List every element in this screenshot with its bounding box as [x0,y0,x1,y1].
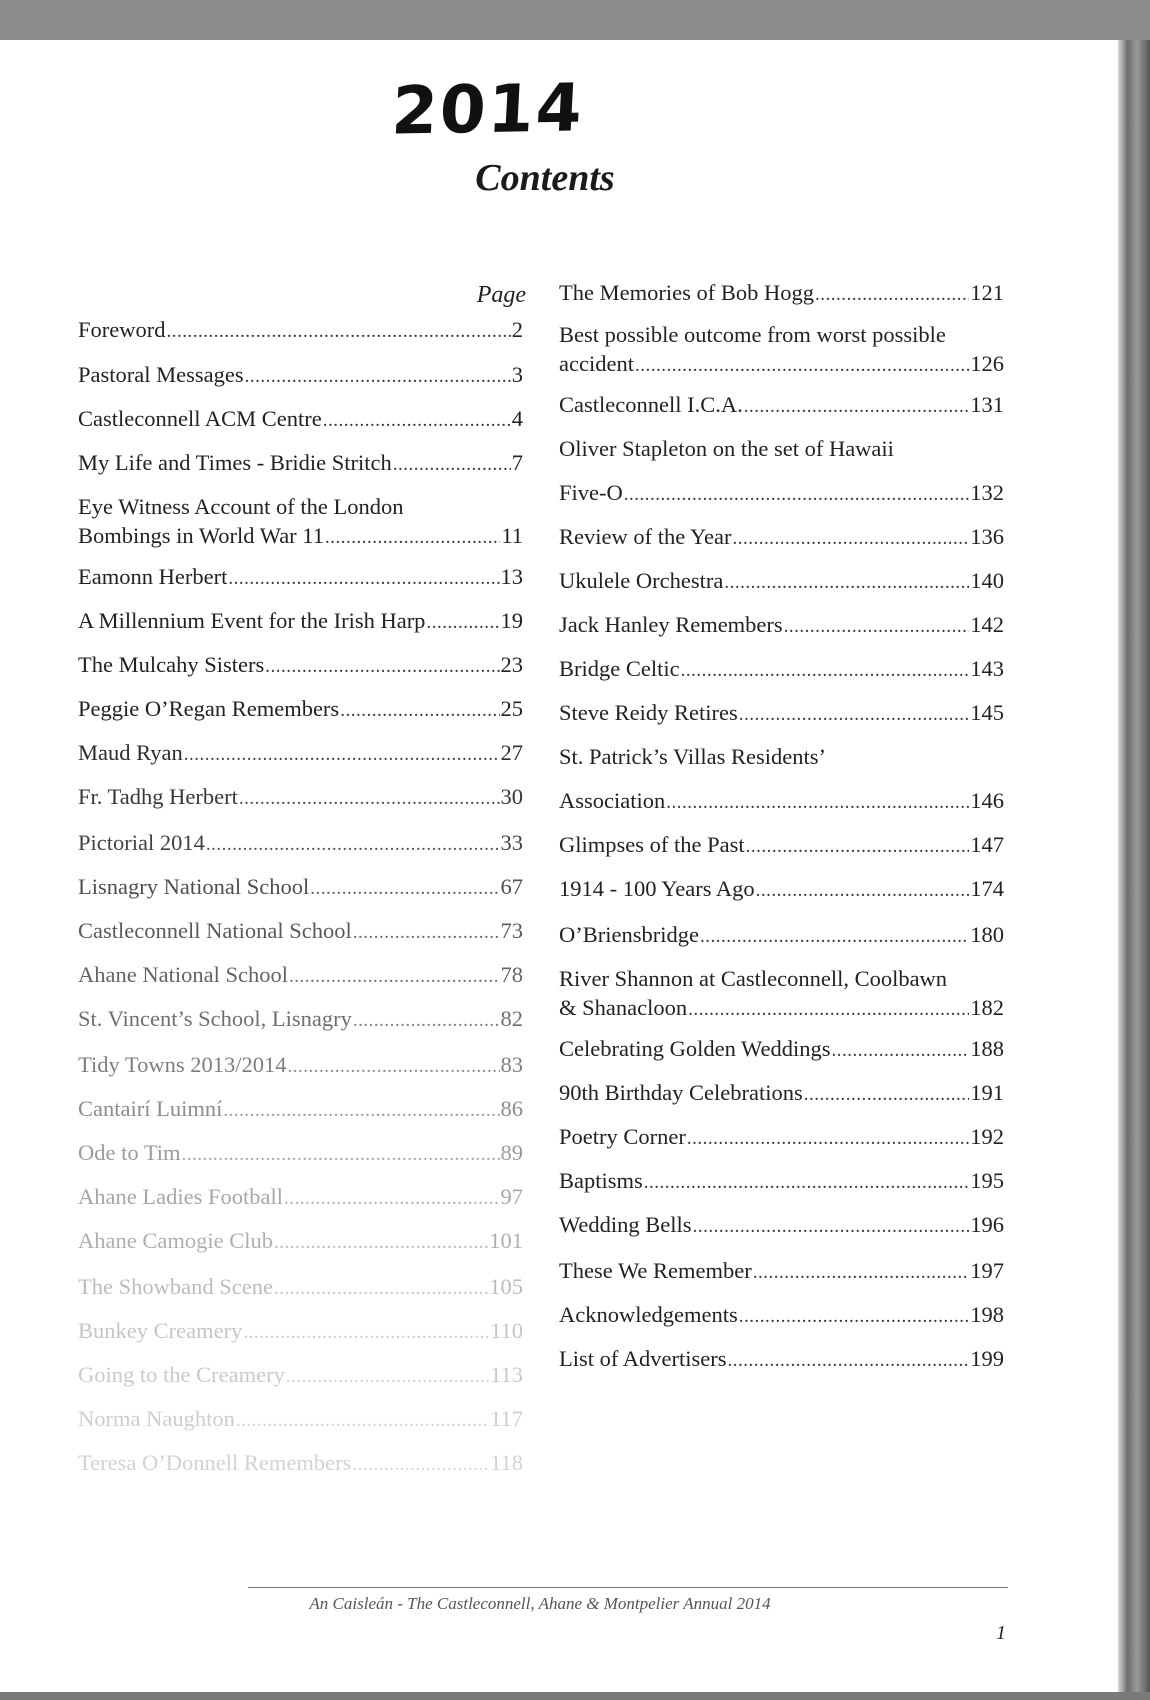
toc-entry [78,738,523,769]
leader-dots [393,450,511,479]
leader-dots [700,922,969,951]
leader-dots [245,362,511,391]
leader-dots [289,962,500,991]
toc-entry-page: 132 [970,480,1004,505]
toc-entry-title: 1914 - 100 Years Ago [559,876,755,901]
leader-dots [739,700,970,729]
leader-dots [744,392,970,421]
leader-dots [724,568,969,597]
toc-entry-title: Bridge Celtic [559,656,680,681]
leader-dots [340,696,499,725]
toc-entry-title: Going to the Creamery [78,1362,285,1387]
toc-entry [559,390,1004,421]
toc-entry-title: Castleconnell ACM Centre [78,406,322,431]
toc-entry-title: 90th Birthday Celebrations [559,1080,803,1105]
toc-entry-title: Wedding Bells [559,1212,692,1237]
leader-dots [753,1258,970,1287]
toc-entry [559,698,1004,729]
leader-dots [756,876,970,905]
toc-entry-page: 83 [500,1052,523,1077]
toc-entry-page: 182 [970,995,1004,1020]
leader-dots [223,1096,499,1125]
toc-entry [78,1448,523,1479]
leader-dots [239,784,500,813]
toc-entry [78,562,523,593]
toc-entry-title: Celebrating Golden Weddings [559,1036,831,1061]
footer-rule [248,1587,1008,1588]
leader-dots [746,832,970,861]
leader-dots [206,830,500,859]
toc-entry [78,1226,523,1257]
leader-dots [325,523,500,552]
toc-entry-page: 121 [970,280,1004,305]
toc-entry-page: 97 [500,1184,523,1209]
toc-entry-page: 67 [500,874,523,899]
toc-entry [559,1078,1004,1109]
toc-entry-title: Ode to Tim [78,1140,181,1165]
toc-entry-page: 25 [500,696,523,721]
toc-entry-page: 188 [970,1036,1004,1061]
toc-entry-title: Baptisms [559,1168,643,1193]
leader-dots [687,1124,969,1153]
toc-entry-page: 27 [500,740,523,765]
toc-entry-title: The Memories of Bob Hogg [559,280,814,305]
toc-entry-title: Lisnagry National School [78,874,310,899]
toc-entry-page: 4 [511,406,523,431]
toc-entry-page: 19 [500,608,523,633]
toc-entry-page: 13 [500,564,523,589]
toc-entry-title-line: Oliver Stapleton on the set of Hawaii [559,436,894,461]
toc-entry-title: Acknowledgements [559,1302,738,1327]
toc-entry [78,492,523,552]
toc-entry-title: My Life and Times - Bridie Stritch [78,450,392,475]
toc-entry-page: 147 [970,832,1004,857]
toc-entry-page: 82 [500,1006,523,1031]
toc-entry-title: Castleconnell National School [78,918,352,943]
leader-dots [274,1228,488,1257]
toc-entry [559,742,1004,771]
toc-entry [78,1004,523,1035]
toc-entry-title: Teresa O’Donnell Remembers [78,1450,352,1475]
toc-entry-page: 118 [490,1450,523,1475]
toc-entry [559,1166,1004,1197]
toc-entry-title: Association [559,788,666,813]
toc-entry-title: Foreword [78,317,166,342]
toc-entry [559,1210,1004,1241]
toc-entry [78,960,523,991]
toc-entry-title: The Mulcahy Sisters [78,652,265,677]
toc-entry [559,478,1004,509]
leader-dots [353,1006,500,1035]
running-footer: An Caisleán - The Castleconnell, Ahane & Montpelier Annual 2014 [309,1594,771,1613]
toc-entry [78,315,523,346]
toc-entry-page: 3 [511,362,523,387]
toc-entry [78,404,523,435]
page-edge-shadow [1118,40,1150,1692]
toc-entry [559,278,1004,309]
toc-entry [559,1344,1004,1375]
leader-dots [310,874,499,903]
toc-entry [78,782,523,813]
leader-dots [732,524,969,553]
toc-entry-page: 174 [970,876,1004,901]
page-column-label: Page [476,282,526,308]
toc-entry-title: Peggie O’Regan Remembers [78,696,340,721]
toc-entry-title: Ahane Camogie Club [78,1228,273,1253]
toc-entry-title: Fr. Tadhg Herbert [78,784,238,809]
toc-entry-title: Cantairí Luimní [78,1096,223,1121]
toc-entry-title: accident [559,351,634,376]
toc-entry [559,830,1004,861]
leader-dots [323,406,511,435]
handwritten-year: 2014 [389,69,586,150]
toc-entry-page: 197 [970,1258,1004,1283]
toc-entry-page: 143 [970,656,1004,681]
toc-entry-page: 2 [511,317,523,342]
toc-entry-title: Tidy Towns 2013/2014 [78,1052,287,1077]
toc-entry-title: Bunkey Creamery [78,1318,243,1343]
toc-entry-page: 30 [500,784,523,809]
toc-entry [559,320,1004,380]
toc-entry-title: Pictorial 2014 [78,830,205,855]
toc-entry-title: Poetry Corner [559,1124,686,1149]
toc-entry-title: Castleconnell I.C.A. [559,392,743,417]
toc-entry-title: Jack Hanley Remembers [559,612,783,637]
toc-entry-page: 199 [970,1346,1004,1371]
leader-dots [284,1184,500,1213]
toc-entry-title: O’Briensbridge [559,922,699,947]
leader-dots [352,1450,489,1479]
toc-entry [559,1256,1004,1287]
toc-entry [78,828,523,859]
toc-entry-title: A Millennium Event for the Irish Harp [78,608,426,633]
toc-entry-page: 117 [490,1406,523,1431]
toc-entry [78,1050,523,1081]
toc-entry [559,1300,1004,1331]
toc-entry-page: 101 [489,1228,523,1253]
leader-dots [644,1168,969,1197]
leader-dots [635,351,969,380]
toc-entry [559,964,1004,1024]
toc-entry-title: Ukulele Orchestra [559,568,724,593]
leader-dots [228,564,499,593]
toc-entry-title: Ahane Ladies Football [78,1184,283,1209]
toc-entry [559,786,1004,817]
toc-entry-title-line: Best possible outcome from worst possible [559,322,946,347]
leader-dots [287,1052,499,1081]
toc-entry-title: The Showband Scene [78,1274,273,1299]
leader-dots [182,1140,500,1169]
toc-entry [78,1138,523,1169]
leader-dots [274,1274,488,1303]
leader-dots [286,1362,489,1391]
page-number: 1 [996,1622,1006,1644]
leader-dots [688,995,969,1024]
toc-entry [559,610,1004,641]
toc-entry-title-line: Eye Witness Account of the London [78,494,404,519]
toc-entry [78,360,523,391]
scan-border [0,1692,1150,1700]
toc-entry-page: 11 [501,523,523,548]
toc-entry-page: 110 [490,1318,523,1343]
page-title: Contents [475,157,615,199]
toc-entry [78,694,523,725]
toc-entry-page: 195 [970,1168,1004,1193]
toc-entry-page: 86 [500,1096,523,1121]
leader-dots [666,788,969,817]
leader-dots [815,280,969,309]
leader-dots [243,1318,489,1347]
scanned-page [0,40,1118,1692]
toc-entry-page: 191 [970,1080,1004,1105]
toc-entry-title-line: River Shannon at Castleconnell, Coolbawn [559,966,948,991]
toc-entry [78,1404,523,1435]
toc-entry-title: Maud Ryan [78,740,183,765]
toc-entry [78,448,523,479]
toc-entry-page: 7 [511,450,523,475]
toc-entry-page: 192 [970,1124,1004,1149]
toc-entry [78,1094,523,1125]
toc-entry [78,1316,523,1347]
toc-entry-page: 140 [970,568,1004,593]
leader-dots [236,1406,489,1435]
toc-entry-title: Steve Reidy Retires [559,700,738,725]
leader-dots [184,740,500,769]
leader-dots [353,918,500,947]
leader-dots [166,317,510,346]
toc-entry-page: 145 [970,700,1004,725]
toc-entry-title-line: St. Patrick’s Villas Residents’ [559,744,826,769]
toc-entry-page: 113 [490,1362,523,1387]
toc-entry-title: Eamonn Herbert [78,564,228,589]
toc-entry [78,916,523,947]
toc-entry-title: Glimpses of the Past [559,832,745,857]
toc-entry-page: 126 [970,351,1004,376]
toc-entry [78,1360,523,1391]
leader-dots [727,1346,969,1375]
toc-entry-title: Norma Naughton [78,1406,235,1431]
toc-entry-title: Five-O [559,480,623,505]
toc-entry-title: List of Advertisers [559,1346,727,1371]
toc-entry-page: 105 [489,1274,523,1299]
toc-entry [78,1272,523,1303]
toc-entry-page: 142 [970,612,1004,637]
toc-entry-page: 198 [970,1302,1004,1327]
toc-entry [78,606,523,637]
toc-entry-title: Bombings in World War 11 [78,523,324,548]
toc-entry [78,1182,523,1213]
toc-entry-page: 136 [970,524,1004,549]
toc-entry-page: 78 [500,962,523,987]
toc-entry-page: 23 [500,652,523,677]
leader-dots [624,480,970,509]
toc-entry [559,522,1004,553]
toc-entry [559,434,1004,463]
toc-entry-page: 180 [970,922,1004,947]
toc-entry-page: 196 [970,1212,1004,1237]
toc-entry [78,650,523,681]
toc-entry-page: 33 [500,830,523,855]
leader-dots [784,612,970,641]
toc-entry-title: Pastoral Messages [78,362,244,387]
toc-entry [559,920,1004,951]
toc-entry-title: Review of the Year [559,524,732,549]
leader-dots [265,652,499,681]
leader-dots [426,608,499,637]
toc-entry [559,1034,1004,1065]
leader-dots [681,656,970,685]
leader-dots [739,1302,970,1331]
toc-entry [559,874,1004,905]
toc-entry [559,654,1004,685]
leader-dots [804,1080,970,1109]
leader-dots [831,1036,969,1065]
toc-entry-page: 146 [970,788,1004,813]
toc-entry-title: These We Remember [559,1258,752,1283]
toc-entry [559,566,1004,597]
toc-entry [559,1122,1004,1153]
toc-entry-title: & Shanacloon [559,995,688,1020]
toc-entry-title: Ahane National School [78,962,288,987]
toc-entry-page: 131 [970,392,1004,417]
toc-entry-page: 89 [500,1140,523,1165]
leader-dots [693,1212,970,1241]
toc-entry-page: 73 [500,918,523,943]
toc-entry-title: St. Vincent’s School, Lisnagry [78,1006,352,1031]
toc-entry [78,872,523,903]
